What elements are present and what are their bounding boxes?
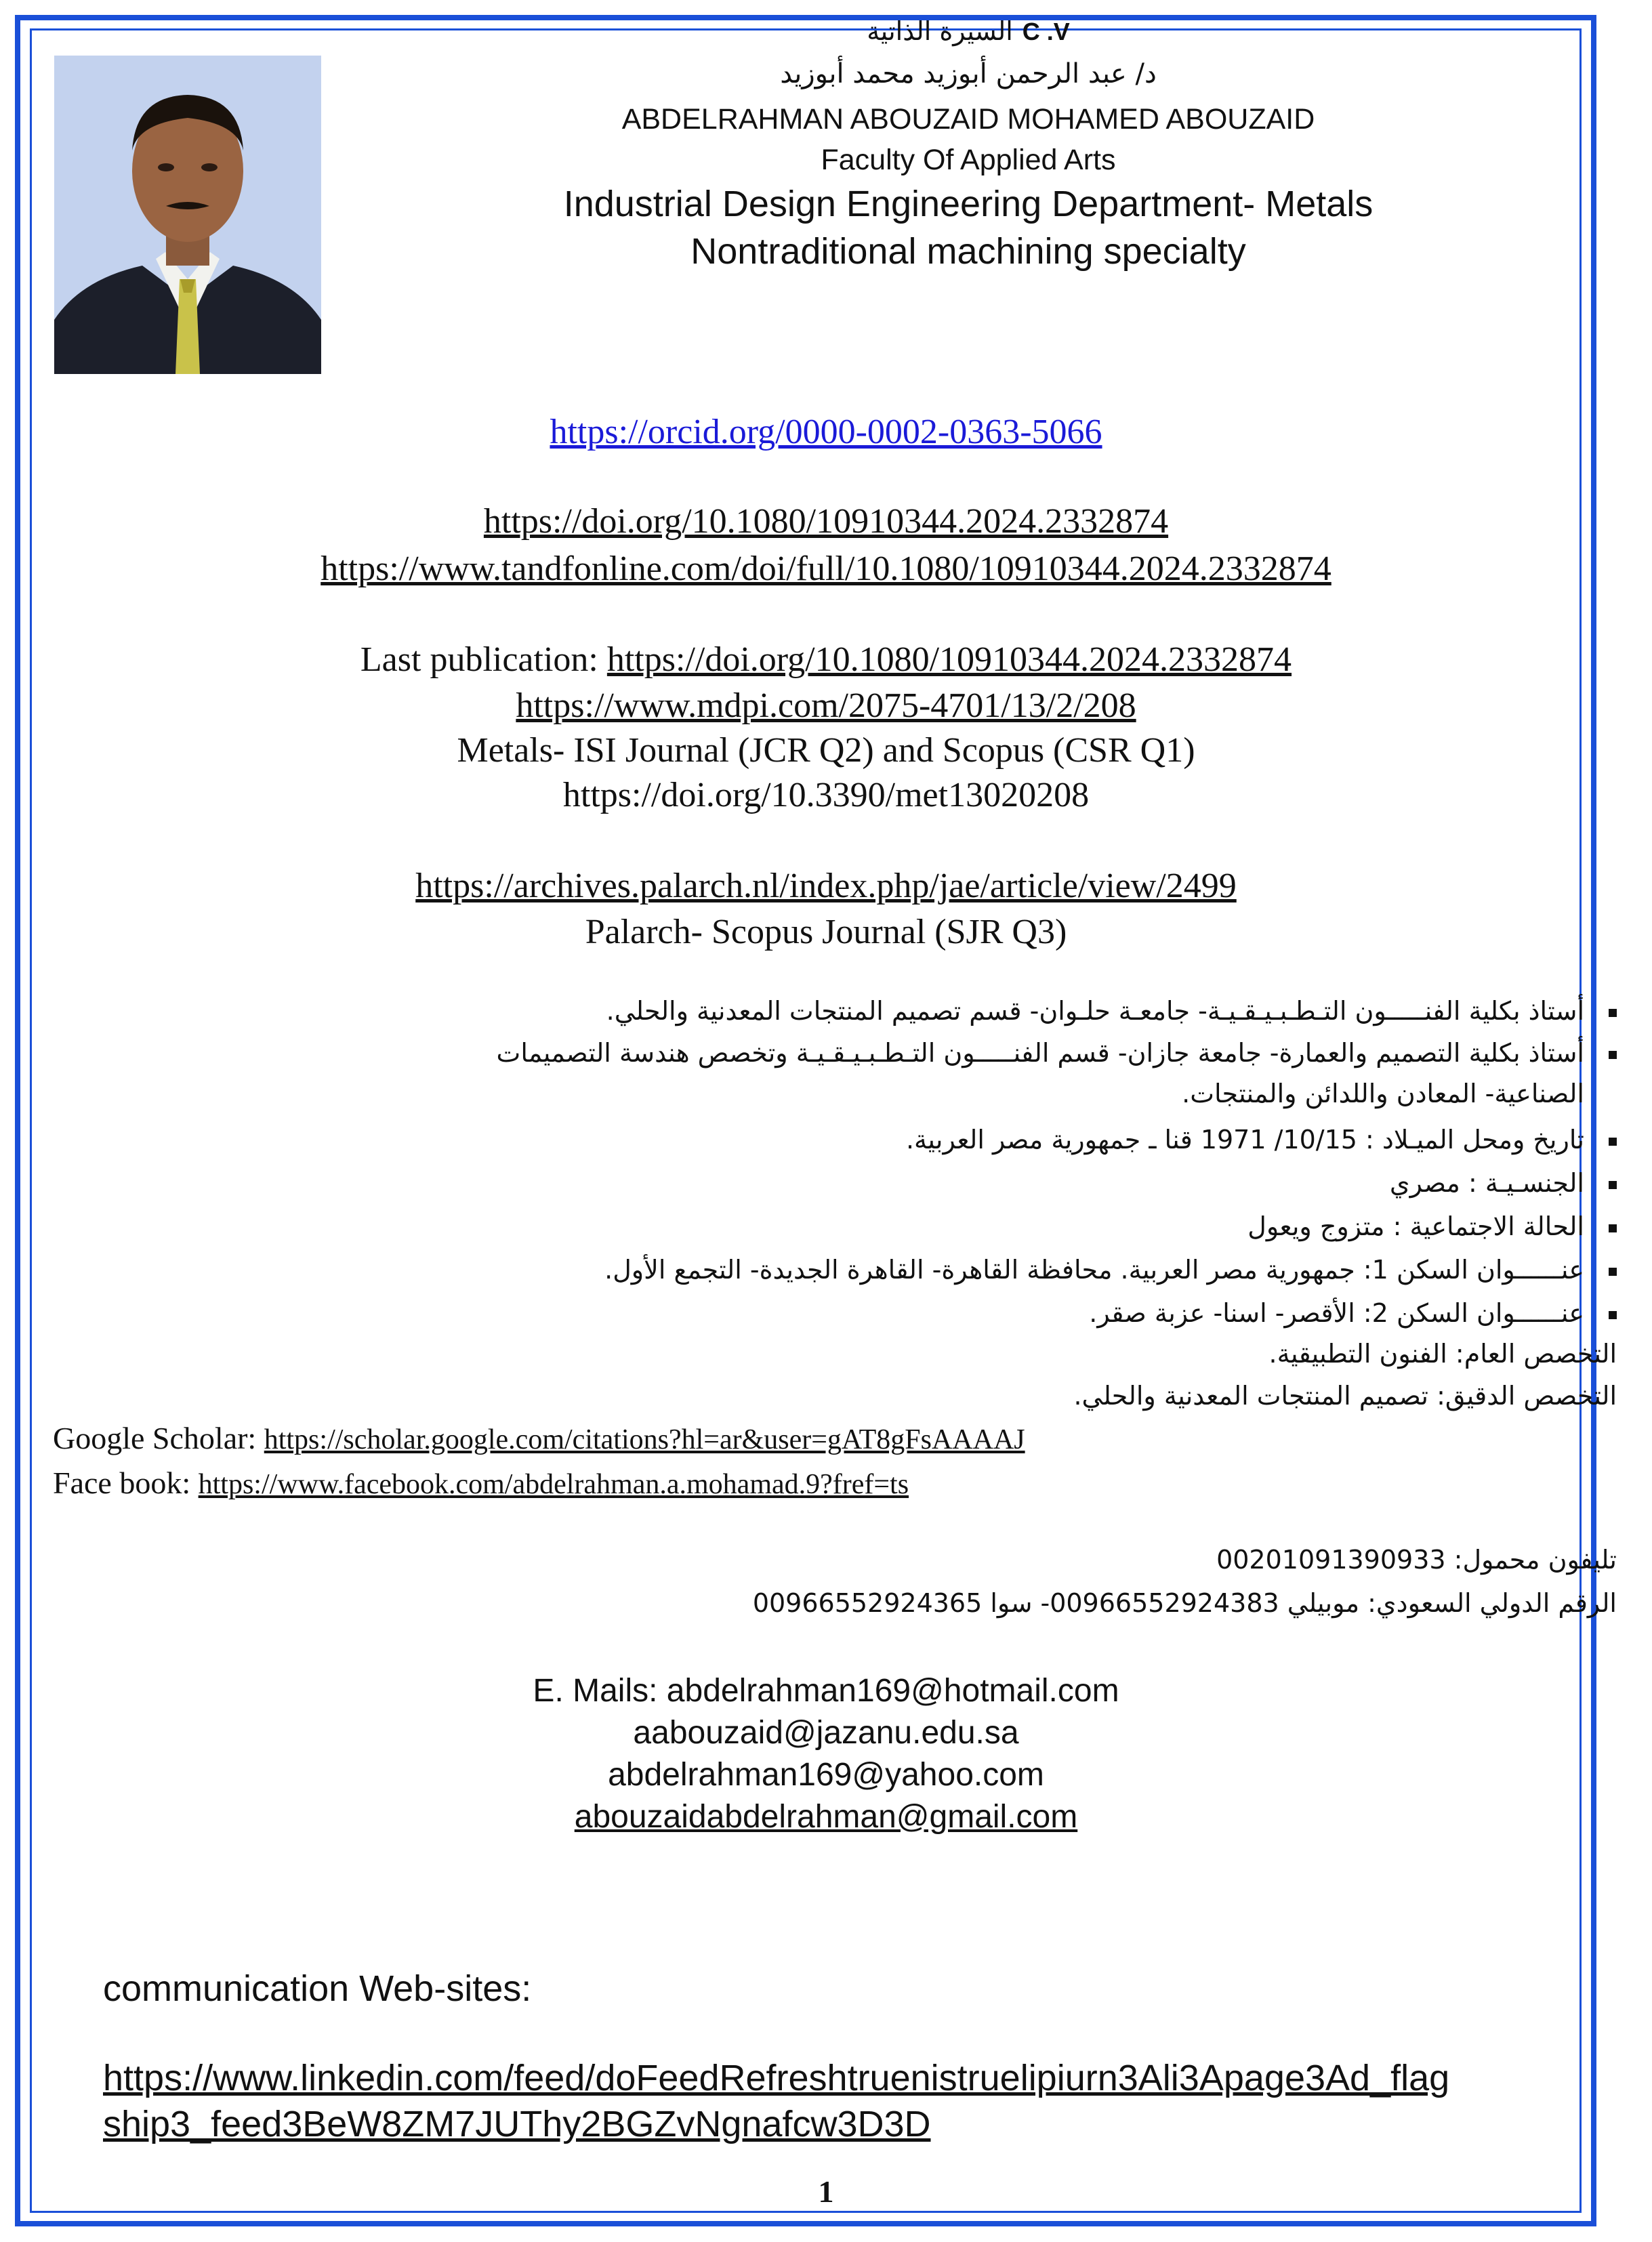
cv-title — [325, 16, 1611, 50]
name-english: ABDELRAHMAN ABOUZAID MOHAMED ABOUZAID — [621, 103, 1315, 136]
emails-label: E. Mails: — [533, 1673, 667, 1709]
bullet-square-icon — [1609, 1051, 1617, 1059]
list-item: أستاذ بكلية الفنـــــون التـطـبـيـقـيـة- جامعـة حلـوان- قسم تصميم المنتجات المعدنية والحلي. — [312, 991, 1617, 1031]
bullet-square-icon — [1609, 1224, 1617, 1232]
orcid-link[interactable]: https://orcid.org/0000-0002-0363-5066 — [550, 413, 1102, 451]
google-scholar-link[interactable]: https://scholar.google.com/citations?hl=ar&user=gAT8gFsAAAAJ — [264, 1424, 1025, 1455]
email-jazanu[interactable]: aabouzaid@jazanu.edu.sa — [633, 1715, 1019, 1751]
last-publication-label: Last publication: — [360, 640, 607, 679]
list-item: تاريخ ومحل الميـلاد : 10/15/ 1971 قنا ـ جمهورية مصر العربية. — [312, 1119, 1617, 1160]
bullet-square-icon — [1609, 1311, 1617, 1319]
last-publication — [41, 640, 1611, 680]
palarch-link[interactable]: https://archives.palarch.nl/index.php/jae/article/view/2499 — [415, 867, 1237, 905]
name-arabic: د/ عبد الرحمن أبوزيد محمد أبوزيد — [780, 58, 1157, 89]
metals-doi: https://doi.org/10.3390/met13020208 — [562, 776, 1090, 814]
specialty: Nontraditional machining specialty — [690, 231, 1246, 272]
last-publication-link[interactable]: https://doi.org/10.1080/10910344.2024.2332874 — [606, 640, 1292, 679]
websites-label: communication Web-sites: — [103, 1968, 532, 2009]
list-item: الجنسـيـة : مصري — [312, 1163, 1617, 1203]
google-scholar-label: Google Scholar: — [53, 1421, 264, 1455]
facebook — [53, 1465, 909, 1501]
bullet-square-icon — [1609, 1009, 1617, 1017]
page-number: 1 — [818, 2174, 834, 2209]
mobile-phone: تليفون محمول: 00201091390933 — [1216, 1545, 1617, 1575]
facebook-label: Face book: — [53, 1466, 199, 1500]
department: Industrial Design Engineering Department- Metals — [563, 184, 1374, 224]
list-item-continued: الصناعية- المعادن واللدائن والمنتجات. — [1182, 1079, 1584, 1108]
cv-title-arabic: السيرة الذاتية — [867, 16, 1013, 46]
bullet-square-icon — [1609, 1268, 1617, 1276]
facebook-link[interactable]: https://www.facebook.com/abdelrahman.a.mohamad.9?fref=ts — [198, 1469, 909, 1500]
email-gmail[interactable]: abouzaidabdelrahman@gmail.com — [574, 1799, 1078, 1835]
email-line-1 — [41, 1672, 1611, 1709]
saudi-phone: الرقم الدولي السعودي: موبيلي 00966552924383- سوا 00966552924365 — [752, 1588, 1617, 1618]
bullet-square-icon — [1609, 1138, 1617, 1146]
list-item: أستاذ بكلية التصميم والعمارة- جامعة جازان- قسم الفنـــــون التـطـبـيـقـيـة وتخصص هندسة التصميمات — [312, 1033, 1617, 1073]
list-item: عنــــــوان السكن 2: الأقصر- اسنا- عزبة صقر. — [312, 1293, 1617, 1333]
tandfonline-link[interactable]: https://www.tandfonline.com/doi/full/10.1080/10910344.2024.2332874 — [321, 549, 1331, 588]
bullet-square-icon — [1609, 1181, 1617, 1189]
list-item: عنــــــوان السكن 1: جمهورية مصر العربية. محافظة القاهرة- القاهرة الجديدة- التجمع الأول. — [312, 1249, 1617, 1290]
cv-title-latin: C .V — [1022, 18, 1070, 45]
google-scholar — [53, 1420, 1025, 1456]
palarch-journal: Palarch- Scopus Journal (SJR Q3) — [585, 913, 1067, 951]
metals-journal: Metals- ISI Journal (JCR Q2) and Scopus (CSR Q1) — [457, 731, 1195, 770]
portrait-photo — [54, 56, 321, 374]
precise-specialization: التخصص الدقيق: تصميم المنتجات المعدنية والحلي. — [1073, 1381, 1617, 1411]
email-yahoo[interactable]: abdelrahman169@yahoo.com — [608, 1757, 1044, 1793]
linkedin-link-line1[interactable]: https://www.linkedin.com/feed/doFeedRefreshtruenistruelipiurn3Ali3Apage3Ad_flag — [103, 2058, 1450, 2098]
mdpi-link[interactable]: https://www.mdpi.com/2075-4701/13/2/208 — [516, 686, 1136, 725]
general-specialization: التخصص العام: الفنون التطبيقية. — [1268, 1339, 1617, 1369]
doi-link[interactable]: https://doi.org/10.1080/10910344.2024.2332874 — [483, 502, 1169, 541]
email-hotmail[interactable]: abdelrahman169@hotmail.com — [666, 1673, 1119, 1709]
list-item: الحالة الاجتماعية : متزوج ويعول — [312, 1206, 1617, 1247]
linkedin-link-line2[interactable]: ship3_feed3BeW8ZM7JUThy2BGZvNgnafcw3D3D — [103, 2104, 931, 2144]
faculty: Faculty Of Applied Arts — [821, 144, 1116, 176]
